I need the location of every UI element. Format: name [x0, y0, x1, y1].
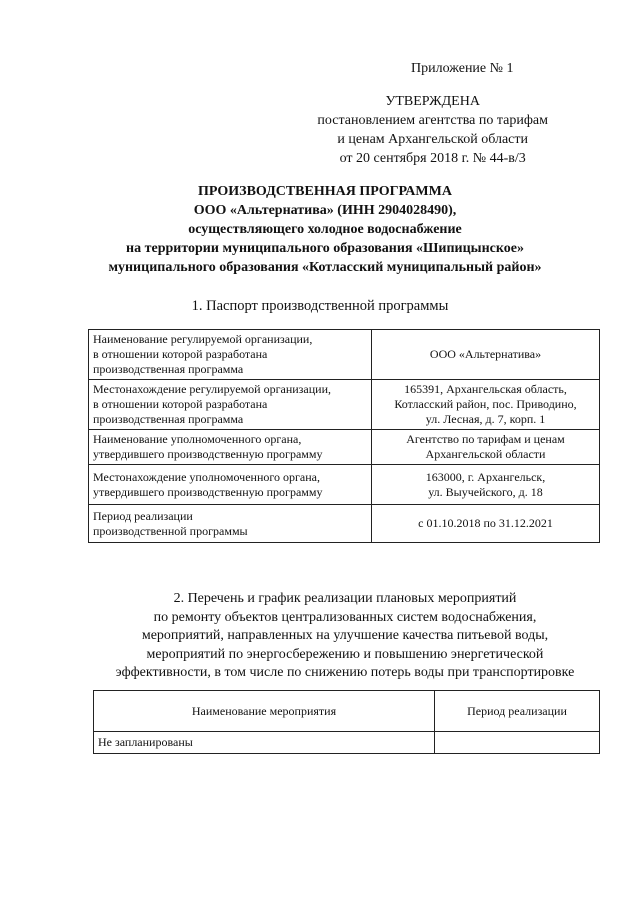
passport-label-line: утвердившего производственную программу: [93, 484, 323, 499]
measures-cell-name: Не запланированы: [94, 732, 435, 754]
table-row: [89, 380, 600, 430]
approval-block: [317, 92, 548, 168]
title-line-3: осуществляющего холодное водоснабжение: [188, 222, 462, 237]
section-2-line-1: 2. Перечень и график реализации плановых мероприятий: [173, 591, 517, 606]
table-row: [89, 505, 600, 543]
passport-value-cell: [372, 430, 600, 465]
passport-value-line: Котласский район, пос. Приводино,: [394, 397, 577, 411]
passport-label-line: Местонахождение уполномоченного органа,: [93, 469, 320, 484]
section-2-line-3: мероприятий, направленных на улучшение качества питьевой воды,: [141, 628, 549, 643]
passport-label-cell: [89, 430, 372, 465]
approval-line-2: и ценам Архангельской области: [337, 132, 529, 147]
title-line-2: ООО «Альтернатива» (ИНН 2904028490),: [193, 203, 457, 218]
passport-value-line: Агентство по тарифам и ценам: [406, 432, 565, 446]
passport-value-cell: [372, 330, 600, 380]
passport-value-cell: [372, 380, 600, 430]
measures-cell-period: [435, 732, 600, 754]
table-row: [89, 330, 600, 380]
measures-header-name: Наименование мероприятия: [94, 691, 435, 732]
measures-header-row: [94, 691, 600, 732]
title-line-1: ПРОИЗВОДСТВЕННАЯ ПРОГРАММА: [198, 184, 452, 199]
passport-label-line: утвердившего производственную программу: [93, 447, 323, 461]
table-row: [89, 465, 600, 505]
document-title: [60, 182, 590, 277]
section-2-line-4: мероприятий по энергосбережению и повышению энергетической: [146, 646, 544, 662]
passport-label-line: Наименование регулируемой организации,: [93, 332, 313, 346]
passport-value-line: 165391, Архангельская область,: [404, 382, 567, 396]
passport-label-line: производственная программа: [93, 362, 244, 376]
table-row: [89, 430, 600, 465]
section-2-heading: [90, 590, 600, 683]
passport-label-line: производственной программы: [93, 523, 248, 538]
passport-label-line: Местонахождение регулируемой организации,: [93, 382, 332, 396]
passport-value-line: 163000, г. Архангельск,: [425, 469, 546, 484]
annex-number: Приложение № 1: [411, 61, 514, 76]
approval-heading: УТВЕРЖДЕНА: [385, 94, 480, 109]
passport-label-line: в отношении которой разработана: [93, 347, 268, 361]
section-1-heading: 1. Паспорт производственной программы: [191, 298, 449, 314]
approval-line-1: постановлением агентства по тарифам: [317, 113, 548, 128]
passport-label-cell: [89, 505, 372, 543]
passport-value-line: ул. Лесная, д. 7, корп. 1: [425, 412, 546, 426]
approval-line-3: от 20 сентября 2018 г. № 44-в/3: [339, 151, 526, 166]
title-line-4: на территории муниципального образования «Шипицынское»: [126, 241, 524, 256]
passport-label-cell: [89, 330, 372, 380]
passport-value-cell: [372, 505, 600, 543]
passport-label-line: Период реализации: [93, 508, 193, 523]
passport-value-cell: [372, 465, 600, 505]
section-2-line-5: эффективности, в том числе по снижению потерь воды при транспортировке: [115, 665, 575, 680]
passport-value-line: ул. Выучейского, д. 18: [428, 484, 543, 499]
passport-value-line: Архангельской области: [425, 447, 546, 461]
passport-value-line: с 01.10.2018 по 31.12.2021: [418, 516, 553, 530]
measures-header-period: Период реализации: [435, 691, 600, 732]
measures-table: [93, 690, 600, 754]
section-2-line-2: по ремонту объектов централизованных систем водоснабжения,: [153, 609, 537, 625]
passport-value-line: ООО «Альтернатива»: [429, 347, 542, 361]
title-line-5: муниципального образования «Котласский муниципальный район»: [108, 260, 542, 275]
passport-label-line: в отношении которой разработана: [93, 397, 268, 411]
passport-label-cell: [89, 380, 372, 430]
passport-label-cell: [89, 465, 372, 505]
passport-table: [88, 329, 600, 543]
table-row: [94, 732, 600, 754]
passport-label-line: производственная программа: [93, 412, 244, 426]
passport-label-line: Наименование уполномоченного органа,: [93, 432, 302, 446]
